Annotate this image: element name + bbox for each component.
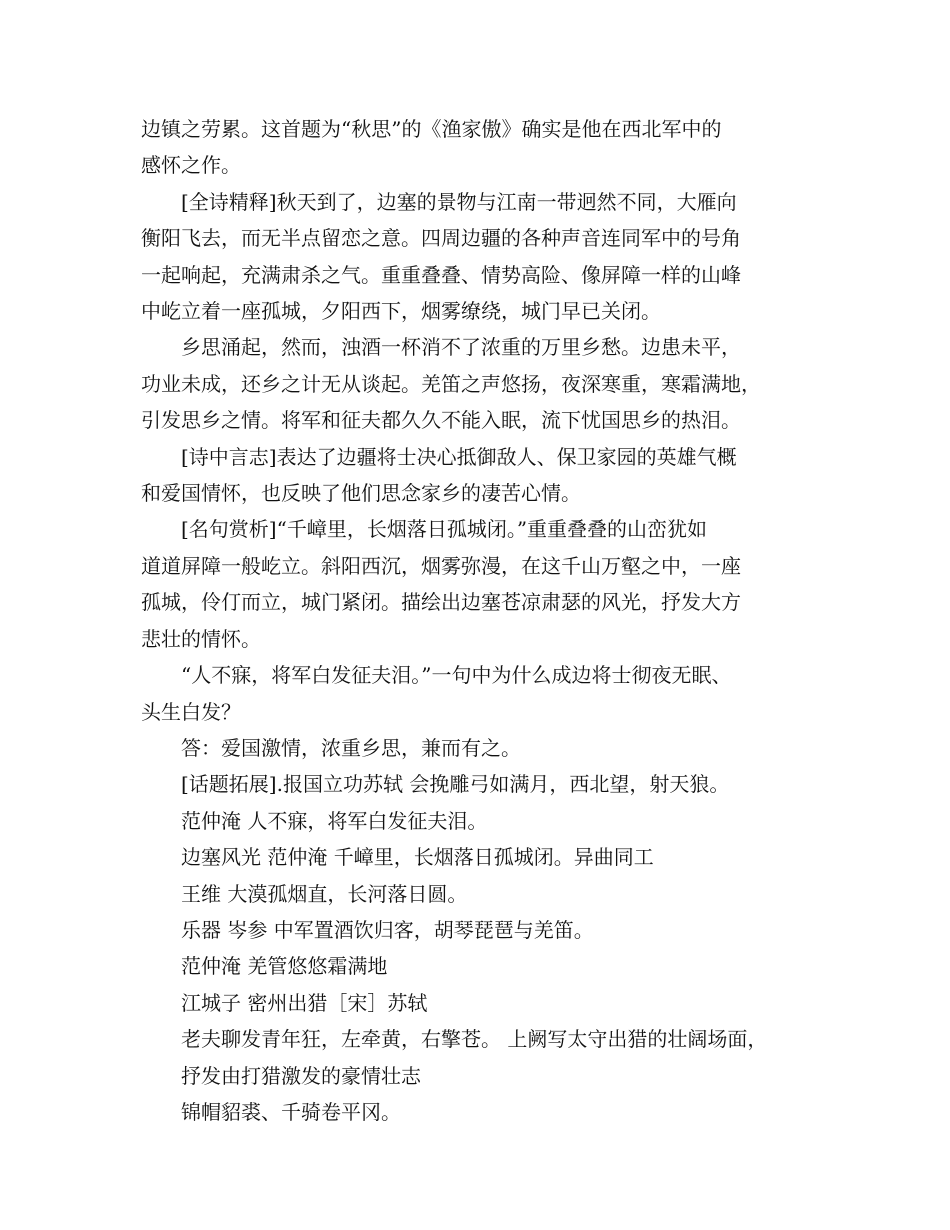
text-line: 感怀之作。 [141, 153, 241, 178]
text-line: 王维 大漠孤烟直，长河落日圆。 [181, 881, 468, 906]
text-line: [诗中言志]表达了边疆将士决心抵御敌人、保卫家园的英雄气概 [181, 444, 737, 469]
text-line: 孤城，伶仃而立，城门紧闭。描绘出边塞苍凉肃瑟的风光，抒发大方 [141, 590, 741, 615]
text-line: 抒发由打猎激发的豪情壮志 [181, 1063, 421, 1088]
text-line: 范仲淹 人不寐，将军白发征夫泪。 [181, 808, 488, 833]
text-line: “人不寐，将军白发征夫泪。”一句中为什么成边将士彻夜无眠、 [181, 663, 732, 688]
text-line: 边镇之劳累。这首题为“秋思”的《渔家傲》确实是他在西北军中的 [141, 117, 722, 141]
text-line: 答：爱国激情，浓重乡思，兼而有之。 [181, 735, 521, 760]
text-line: 和爱国情怀，也反映了他们思念家乡的凄苦心情。 [141, 481, 581, 506]
text-line: 引发思乡之情。将军和征夫都久久不能入眠，流下忧国思乡的热泪。 [141, 408, 741, 433]
body-text [141, 111, 841, 1130]
text-line: 中屹立着一座孤城，夕阳西下，烟雾缭绕，城门早已关闭。 [141, 299, 661, 324]
text-line: 功业未成，还乡之计无从谈起。羌笛之声悠扬，夜深寒重，寒霜满地， [141, 371, 761, 396]
text-line: 边塞风光 范仲淹 千嶂里，长烟落日孤城闭。异曲同工 [181, 845, 654, 870]
text-line: 老夫聊发青年狂，左牵黄，右擎苍。 上阙写太守出猎的壮阔场面， [181, 1027, 768, 1052]
text-line: 乡思涌起，然而，浊酒一杯消不了浓重的万里乡愁。边患未平， [181, 335, 741, 360]
text-line: 锦帽貂裘、千骑卷平冈。 [181, 1099, 401, 1124]
text-line: [话题拓展].报国立功苏轼 会挽雕弓如满月，西北望，射天狼。 [181, 772, 730, 797]
text-line: 乐器 岑参 中军置酒饮归客，胡琴琵琶与羌笛。 [181, 917, 594, 942]
text-line: 江城子 密州出猎［宋］苏轼 [181, 990, 428, 1015]
text-line: 范仲淹 羌管悠悠霜满地 [181, 954, 388, 979]
text-line: 衡阳飞去，而无半点留恋之意。四周边疆的各种声音连同军中的号角 [141, 226, 741, 251]
text-line: [全诗精释]秋天到了，边塞的景物与江南一带迥然不同，大雁向 [181, 189, 737, 214]
text-line: 悲壮的情怀。 [141, 626, 261, 651]
text-line: 一起响起，充满肃杀之气。重重叠叠、情势高险、像屏障一样的山峰 [141, 262, 741, 287]
text-line: [名句赏析]“千嶂里，长烟落日孤城闭。”重重叠叠的山峦犹如 [181, 517, 708, 542]
text-line: 头生白发？ [141, 699, 241, 724]
text-line: 道道屏障一般屹立。斜阳西沉，烟雾弥漫，在这千山万壑之中，一座 [141, 553, 741, 578]
